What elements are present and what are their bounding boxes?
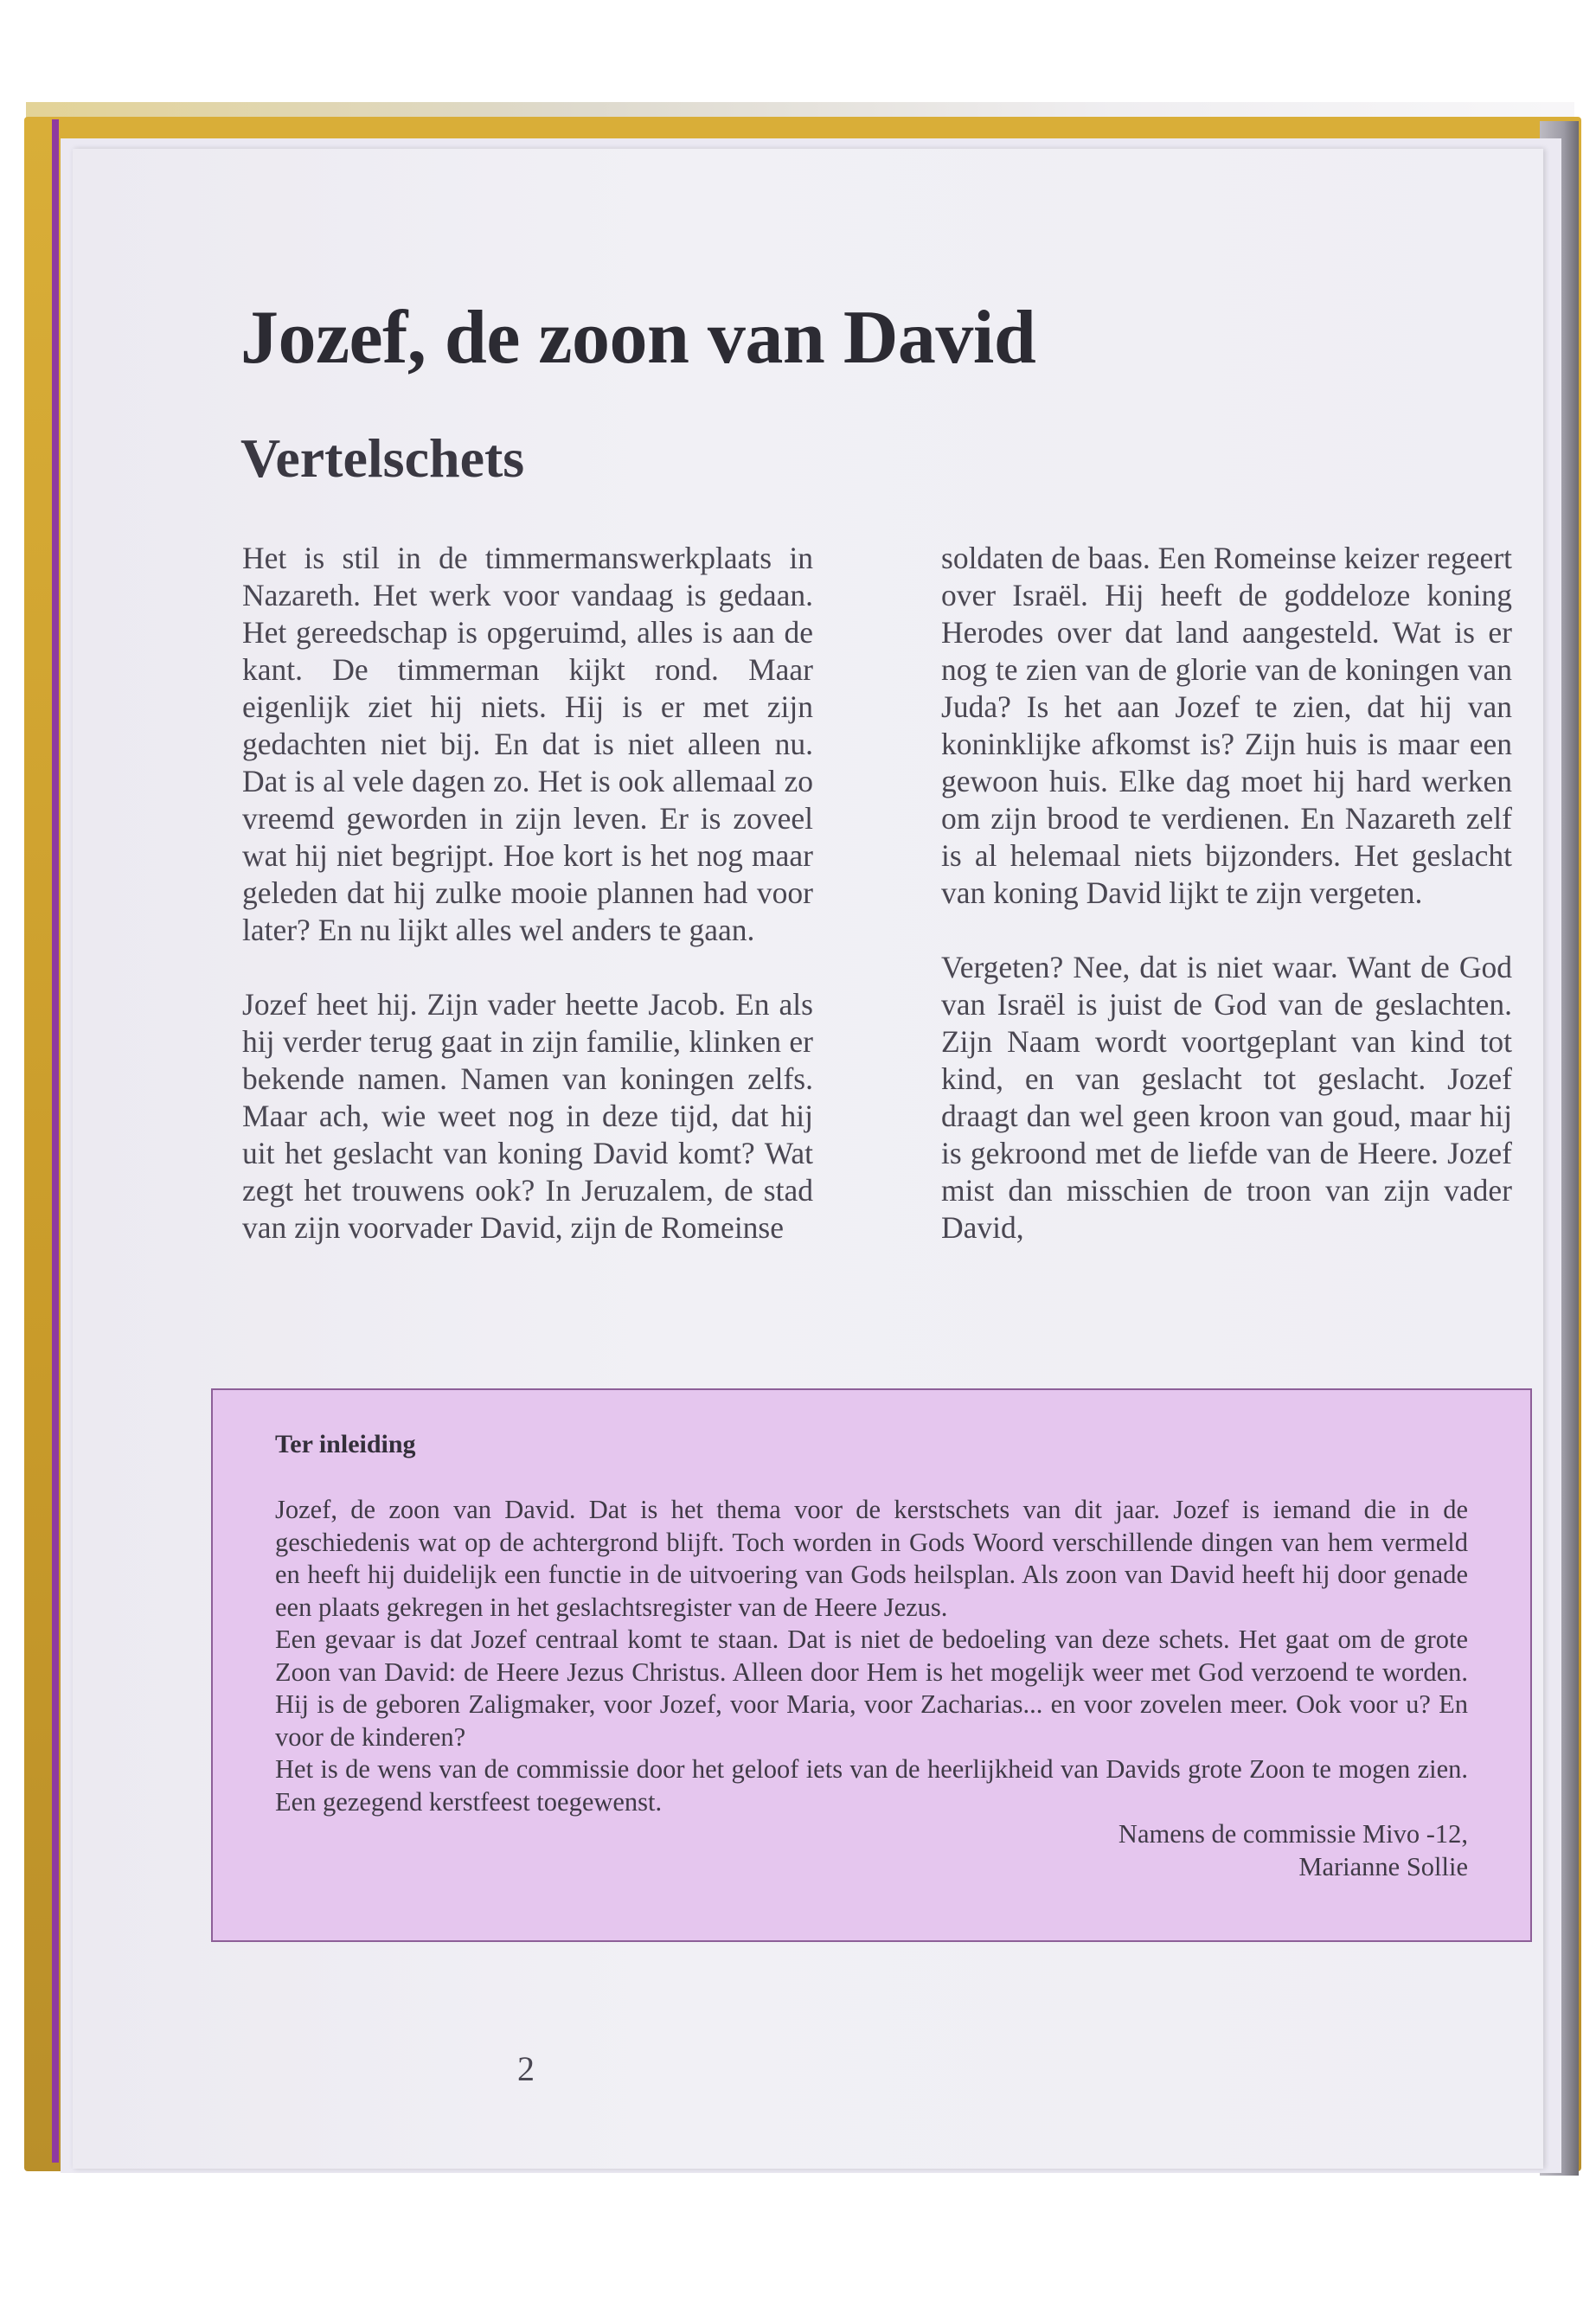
intro-paragraph-1: Jozef, de zoon van David. Dat is het thema voor de kerstschets van dit jaar. Jozef is iemand die in de geschiedenis wat op de achtergrond blijft. Toch worden in Gods Woord verschillende dingen van hem vermeld en heeft hij duidelijk een functie in de uitvoering van Gods heilsplan. Als zoon van David heeft hij door genade een plaats gekregen in het geslachtsregister van de Heere Jezus. — [275, 1495, 1468, 1622]
intro-signature-line-1: Namens de commissie Mivo -12, — [1118, 1819, 1468, 1849]
left-paragraph-1: Het is stil in de timmermanswerkplaats in Nazareth. Het werk voor vandaag is gedaan. Het gereedschap is opgeruimd, alles is aan de kant. De timmerman kijkt rond. Maar eigenlijk ziet hij niets. Hij is er met zijn gedachten niet bij. En dat is niet alleen nu. Dat is al vele dagen zo. Het is ook allemaal zo vreemd geworden in zijn leven. Er is zoveel wat hij niet begrijpt. Hoe kort is het nog maar geleden dat hij zulke mooie plannen had voor later? En nu lijkt alles wel anders te gaan. — [242, 541, 813, 947]
right-paragraph-1: soldaten de baas. Een Romeinse keizer regeert over Israël. Hij heeft de goddeloze koning Herodes over dat land aangesteld. Wat is er nog te zien van de glorie van de koningen van Juda? Is het aan Jozef te zien, dat hij van koninklijke afkomst is? Zijn huis is maar een gewoon huis. Elke dag moet hij hard werken om zijn brood te verdienen. En Nazareth zelf is al helemaal niets bijzonders. Het geslacht van koning David lijkt te zijn vergeten. — [941, 541, 1512, 910]
intro-box — [211, 1388, 1532, 1942]
page-number: 2 — [517, 2049, 535, 2088]
left-column — [242, 540, 813, 1284]
left-paragraph-2: Jozef heet hij. Zijn vader heette Jacob. En als hij verder terug gaat in zijn familie, klinken er bekende namen. Namen van koningen zelfs. Maar ach, wie weet nog in deze tijd, dat hij uit het geslacht van koning David komt? Wat zegt het trouwens ook? In Jeruzalem, de stad van zijn voorvader David, zijn de Romeinse — [242, 987, 813, 1245]
intro-text — [275, 1494, 1468, 1818]
book-spine-edge — [52, 119, 59, 2163]
page-title: Jozef, de zoon van David — [240, 296, 1036, 380]
section-subtitle: Vertelschets — [240, 427, 525, 489]
right-paragraph-2: Vergeten? Nee, dat is niet waar. Want de God van Israël is juist de God van de geslachten. Zijn Naam wordt voortgeplant van kind tot kind, en van geslacht tot geslacht. Jozef draagt dan wel geen kroon van goud, maar hij is gekroond met de liefde van de Heere. Jozef mist dan misschien de troon van zijn vader David, — [941, 950, 1512, 1245]
right-column — [941, 540, 1512, 1284]
intro-paragraph-2: Een gevaar is dat Jozef centraal komt te staan. Dat is niet de bedoeling van deze schets. Het gaat om de grote Zoon van David: de Heere Jezus Christus. Alleen door Hem is het mogelijk weer met God verzoend te worden. Hij is de geboren Zaligmaker, voor Jozef, voor Maria, voor Zacharias... en voor zovelen meer. Ook voor u? En voor de kinderen? — [275, 1625, 1468, 1752]
intro-heading: Ter inleiding — [275, 1430, 416, 1458]
intro-signature-line-2: Marianne Sollie — [1298, 1851, 1468, 1881]
intro-paragraph-3: Het is de wens van de commissie door het geloof iets van de heerlijkheid van Davids grote Zoon te mogen zien. Een gezegend kerstfeest toegewenst. — [275, 1754, 1468, 1817]
